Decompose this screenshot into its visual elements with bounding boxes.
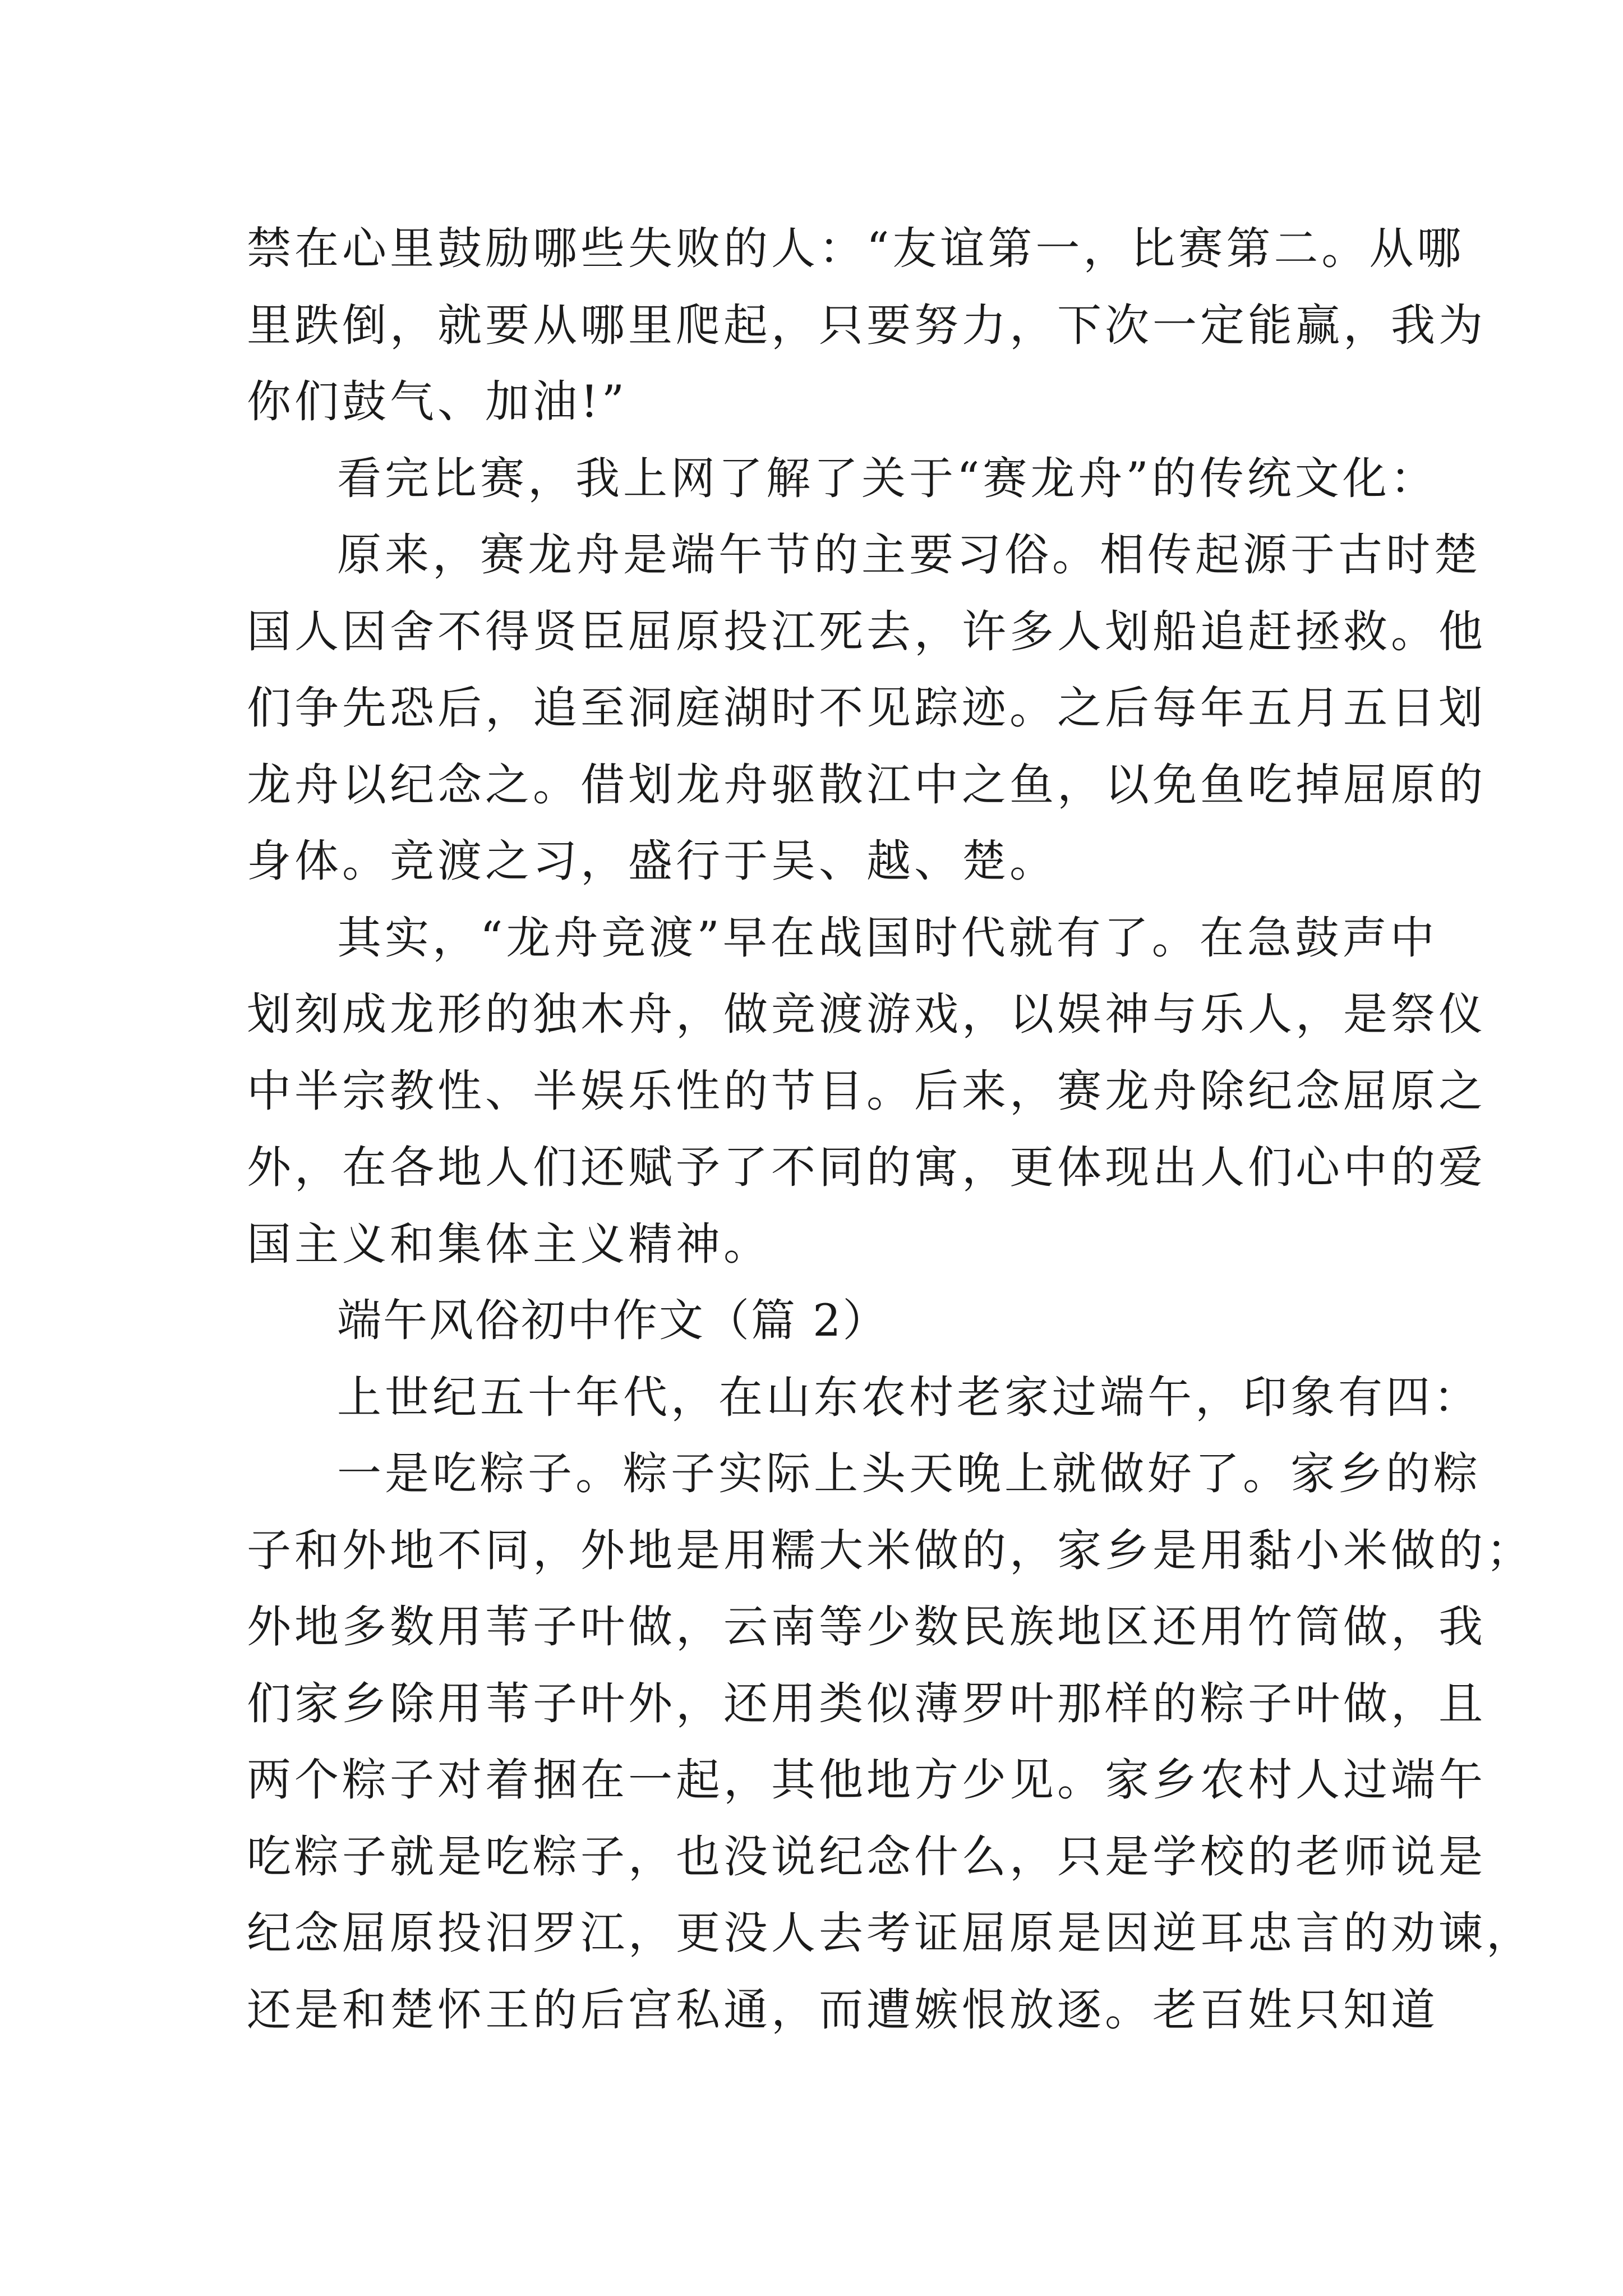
text-line: 一是吃粽子。粽子实际上头天晚上就做好了。家乡的粽 — [337, 1448, 1481, 1499]
text-line: 看完比赛，我上网了解了关于“赛龙舟”的传统文化： — [337, 453, 1438, 504]
text-line: 龙舟以纪念之。借划龙舟驱散江中之鱼，以免鱼吃掉屈原的 — [247, 759, 1486, 811]
text-line: 外，在各地人们还赋予了不同的寓，更体现出人们心中的爱 — [247, 1142, 1486, 1193]
text-line: 还是和楚怀王的后宫私通，而遭嫉恨放逐。老百姓只知道 — [247, 1984, 1438, 2036]
text-line: 划刻成龙形的独木舟，做竞渡游戏，以娱神与乐人，是祭仪 — [247, 988, 1486, 1040]
text-line: 外地多数用苇子叶做，云南等少数民族地区还用竹筒做，我 — [247, 1601, 1486, 1653]
text-line: 身体。竞渡之习，盛行于吴、越、楚。 — [247, 835, 1057, 887]
text-line: 两个粽子对着捆在一起，其他地方少见。家乡农村人过端午 — [247, 1754, 1486, 1806]
text-line: 国主义和集体主义精神。 — [247, 1218, 771, 1270]
text-line: 子和外地不同，外地是用糯大米做的，家乡是用黏小米做的； — [247, 1525, 1534, 1576]
text-line: 其实，“龙舟竞渡”早在战国时代就有了。在急鼓声中 — [337, 912, 1438, 964]
text-line: 们争先恐后，追至洞庭湖时不见踪迹。之后每年五月五日划 — [247, 682, 1486, 734]
text-line: 上世纪五十年代，在山东农村老家过端午，印象有四： — [337, 1372, 1481, 1423]
text-line: 们家乡除用苇子叶外，还用类似薄罗叶那样的粽子叶做，且 — [247, 1678, 1486, 1729]
text-line: 你们鼓气、加油!” — [247, 376, 628, 427]
text-line: 国人因舍不得贤臣屈原投江死去，许多人划船追赶拯救。他 — [247, 606, 1486, 657]
text-line: 吃粽子就是吃粽子，也没说纪念什么，只是学校的老师说是 — [247, 1831, 1486, 1883]
text-line: 里跌倒，就要从哪里爬起，只要努力，下次一定能赢，我为 — [247, 300, 1486, 351]
text-line: 禁在心里鼓励哪些失败的人：“友谊第一，比赛第二。从哪 — [247, 223, 1465, 274]
section-heading: 端午风俗初中作文（篇 2） — [337, 1295, 889, 1346]
text-line: 纪念屈原投汨罗江，更没人去考证屈原是因逆耳忠言的劝谏， — [247, 1907, 1534, 1959]
text-line: 中半宗教性、半娱乐性的节目。后来，赛龙舟除纪念屈原之 — [247, 1065, 1486, 1117]
text-line: 原来，赛龙舟是端午节的主要习俗。相传起源于古时楚 — [337, 529, 1481, 581]
